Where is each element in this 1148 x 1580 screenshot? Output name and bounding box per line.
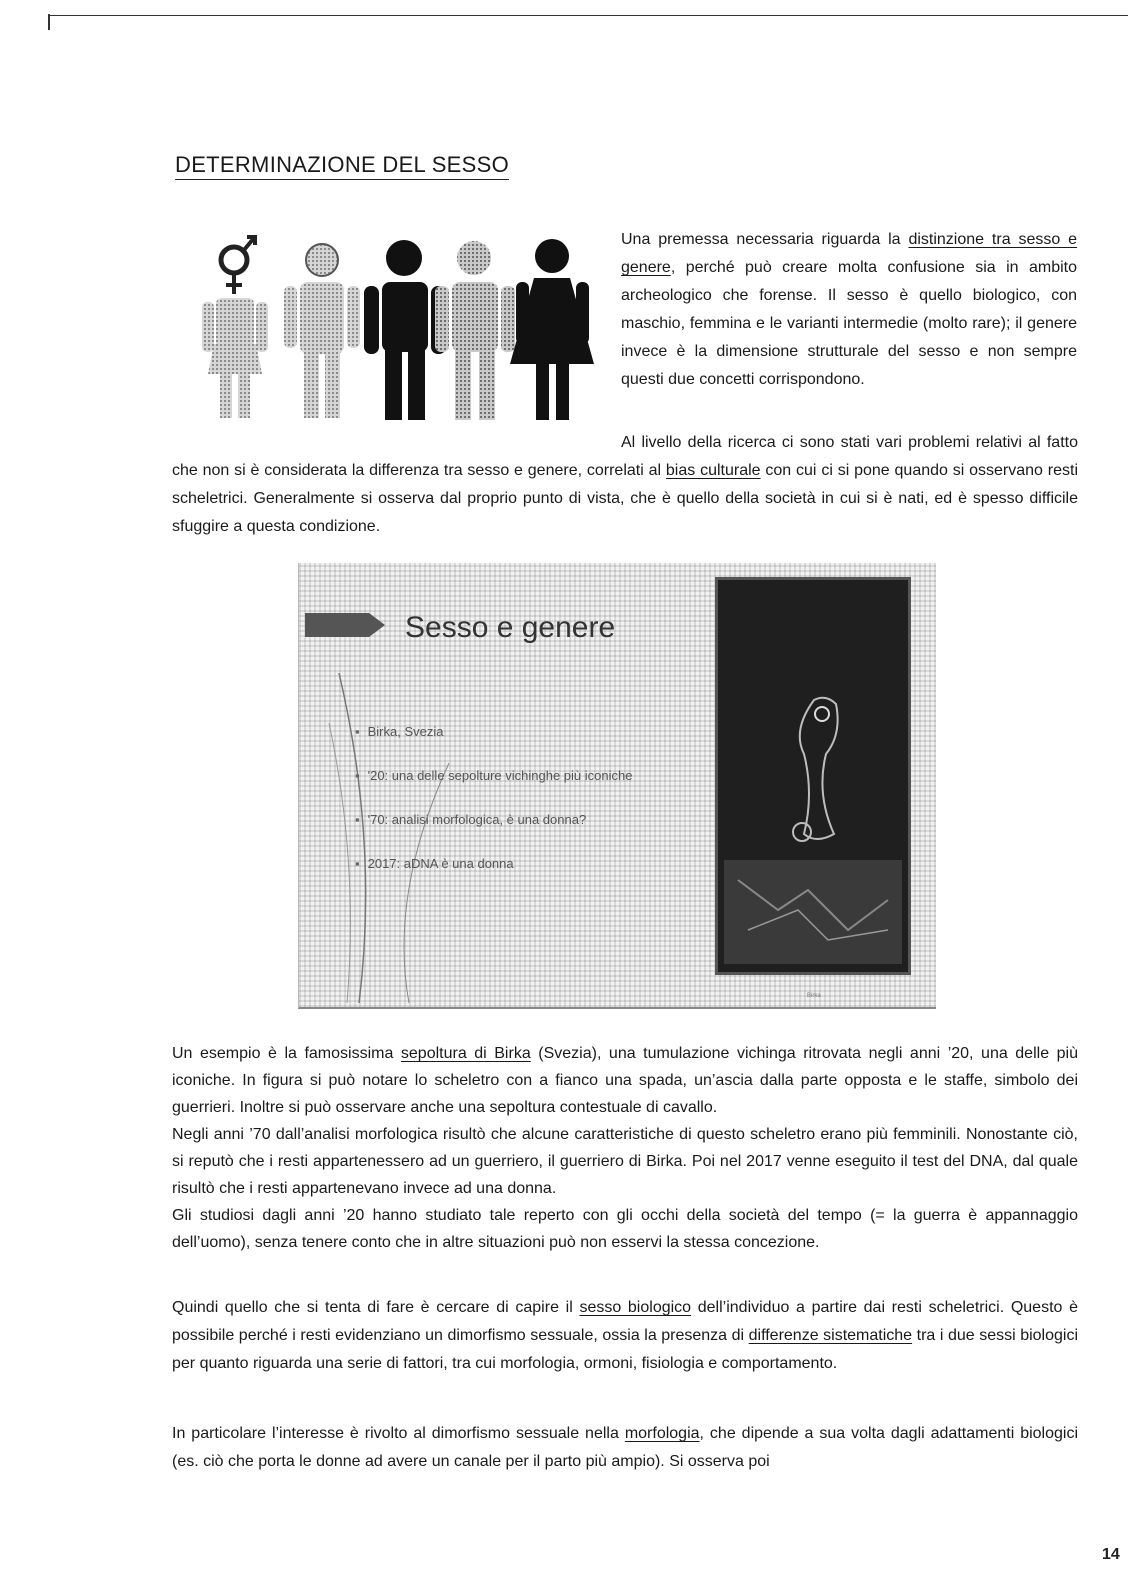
slide-bullet: ▪ 2017: aDNA è una donna — [355, 855, 632, 899]
page-title: DETERMINAZIONE DEL SESSO — [175, 152, 509, 180]
skeleton-sketch-icon — [718, 580, 908, 972]
female-figure-icon — [510, 239, 594, 420]
underlined-term: sesso biologico — [579, 1299, 692, 1316]
slide-bullet: ▪ '70: analisi morfologica, è una donna? — [355, 811, 632, 855]
underlined-term: distinzione tra sesso e genere — [621, 231, 1078, 276]
morphology-paragraph: In particolare l’interesse è rivolto al dimorfismo sessuale nella morfologia, che dipende a sua volta dagli adattamenti biologici (es. ciò che porta le donne ad avere un canale per il parto più ampio). Si osserva poi — [172, 1425, 1079, 1470]
bias-paragraph: Al livello della ricerca ci sono stati vari problemi relativi al fatto che non si è considerata la differenza tra sesso e genere, correlati al bias culturale con cui ci si pone quando si osservano resti scheletrici. Generalmente si osserva dal proprio punto di vista, che è quello della società in cui si è nati, ed è spesso difficile sfuggire a questa condizione. — [172, 434, 1079, 535]
gender-figures-illustration — [196, 224, 608, 422]
slide-title: Sesso e genere — [405, 611, 616, 644]
birka-paragraph: Un esempio è la famosissima sepoltura di Birka (Svezia), una tumulazione vichinga ritrovata negli anni ’20, una delle più iconiche. In figura si può notare lo scheletro con a fianco una spada, un’ascia dalla parte opposta e le staffe, simbolo dei guerrieri. Inoltre si può osservare anche una sepoltura contestuale di cavallo. Negli anni ’70 dall’analisi morfologica risultò che alcune caratteristiche di questo scheletro erano più femminili. Nonostante ciò, si reputò che i resti appartenessero ad un guerriero, il guerriero di Birka. Poi nel 2017 venne eseguito il test del DNA, dal quale risultò che i resti appartenevano invece ad una donna. Gli studiosi dagli anni ’20 hanno studiato tale reperto con gli occhi della società del tempo (= la guerra è appannaggio dell’uomo), senza tenere conto che in altre situazioni può non esservi la stessa concezione. — [172, 1045, 1078, 1251]
gender-symbol-figure-icon — [202, 237, 268, 418]
photo-caption: Birka — [807, 993, 821, 999]
burial-photo — [715, 577, 911, 975]
slide-arrow-icon — [305, 611, 387, 639]
page-number: 14 — [1102, 1546, 1120, 1563]
male-figure-icon — [364, 240, 446, 420]
slide-bullet: ▪ '20: una delle sepolture vichinghe più iconiche — [355, 767, 632, 811]
intro-paragraph: Una premessa necessaria riguarda la distinzione tra sesso e genere, perché può creare molta confusione sia in ambito archeologico che forense. Il sesso è quello biologico, con maschio, femmina e le varianti intermedie (molto rare); il genere invece è la dimensione strutturale del sesso e non sempre questi due concetti corrispondono. — [621, 231, 1078, 388]
underlined-term: morfologia — [624, 1425, 700, 1442]
slide-bullet: ▪ Birka, Svezia — [355, 723, 632, 767]
grey-figure-icon — [435, 241, 515, 420]
underlined-term: sepoltura di Birka — [400, 1045, 531, 1062]
underlined-term: bias culturale — [665, 462, 761, 479]
slide-bullet-list — [355, 723, 632, 899]
slide-figure — [298, 563, 936, 1009]
top-border-rule — [48, 15, 1128, 16]
outline-figure-icon — [284, 244, 360, 418]
biological-sex-paragraph: Quindi quello che si tenta di fare è cercare di capire il sesso biologico dell’individuo a partire dai resti scheletrici. Questo è possibile perché i resti evidenziano un dimorfismo sessuale, ossia la presenza di differenze sistematiche tra i due sessi biologici per quanto riguarda una serie di fattori, tra cui morfologia, ormoni, fisiologia e comportamento. — [172, 1299, 1078, 1372]
underlined-term: differenze sistematiche — [748, 1327, 913, 1344]
